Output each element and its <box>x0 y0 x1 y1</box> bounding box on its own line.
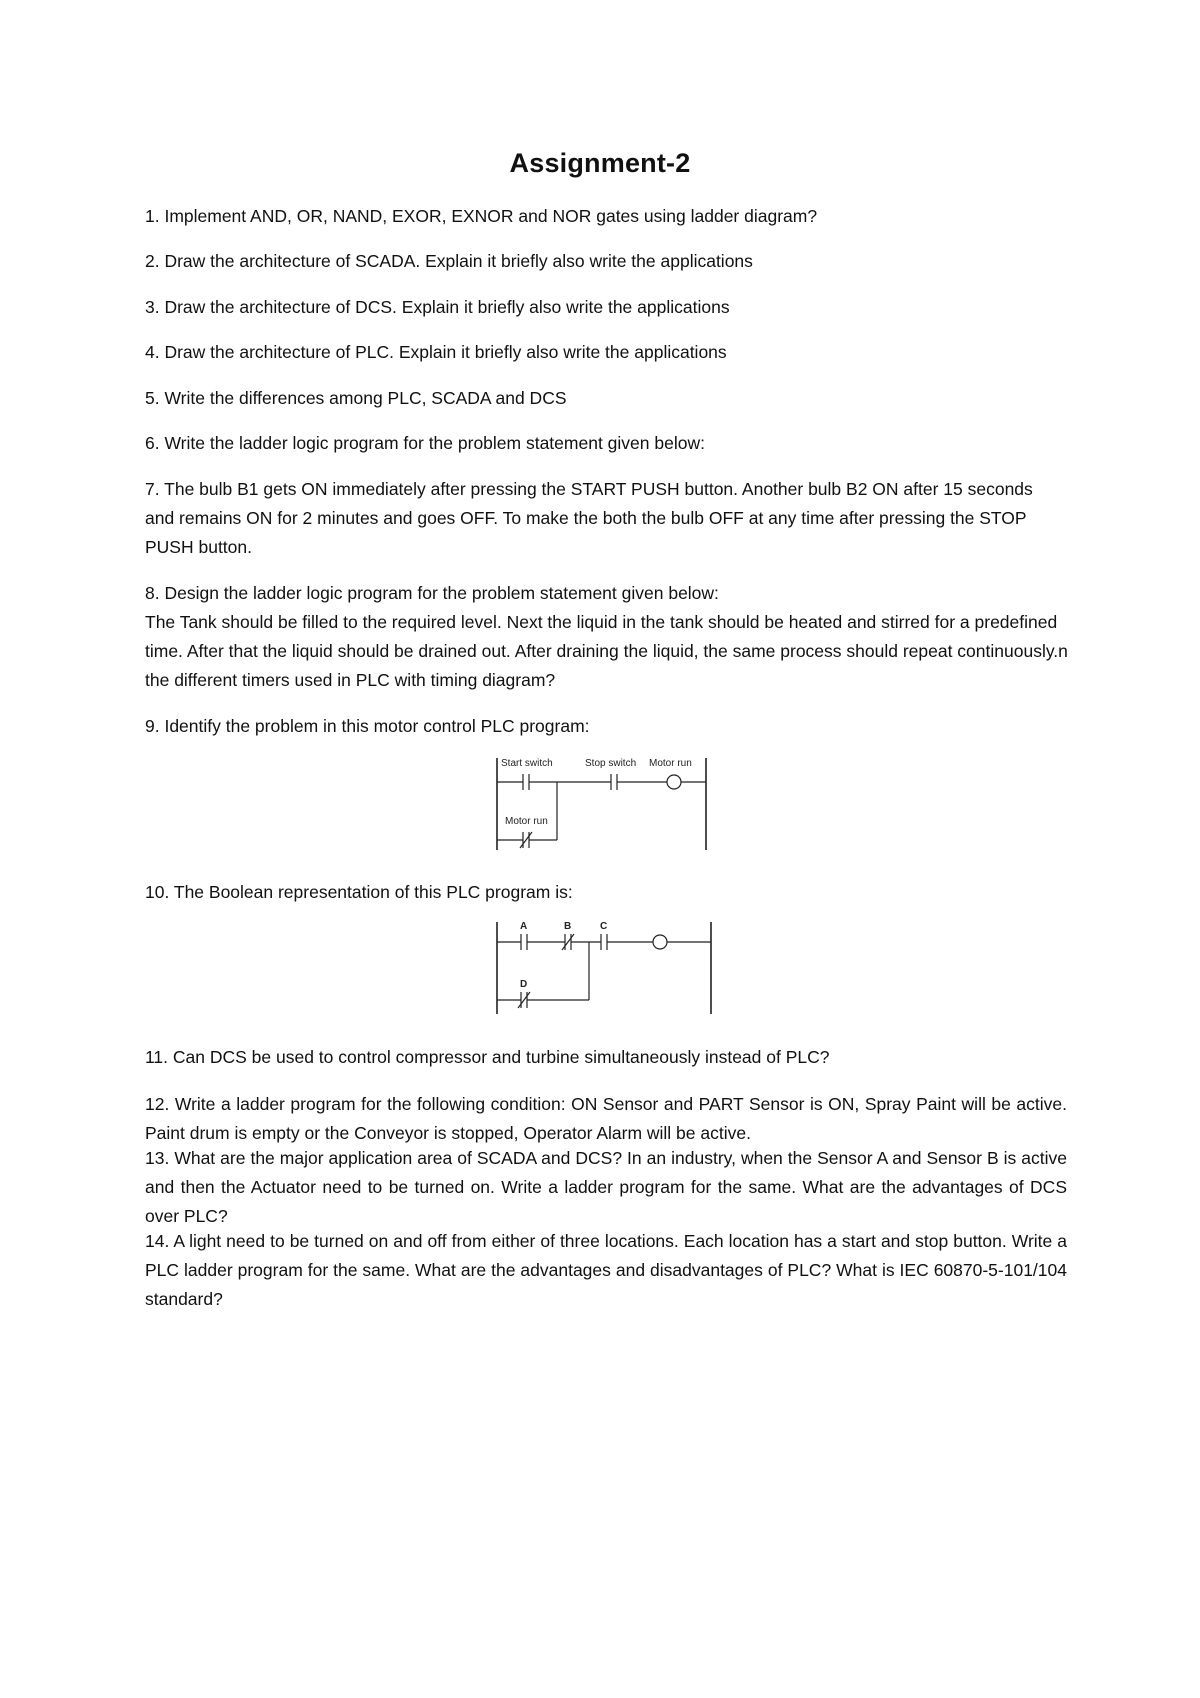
motor-control-ladder-diagram <box>493 752 733 852</box>
page-title: Assignment-2 <box>509 148 691 178</box>
question-3: 3. Draw the architecture of DCS. Explain it briefly also write the applications <box>145 297 730 317</box>
label-b: B <box>564 921 572 932</box>
question-13: 13. What are the major application area of SCADA and DCS? In an industry, when the Sensor A and Sensor B is active and then the Actuator need to be turned on. Write a ladder program for the same. What are the advantages of DCS over PLC? <box>145 1148 1067 1226</box>
question-10: 10. The Boolean representation of this PLC program is: <box>145 882 573 902</box>
stop-switch-label: Stop switch <box>585 758 637 769</box>
question-1: 1. Implement AND, OR, NAND, EXOR, EXNOR and NOR gates using ladder diagram? <box>145 206 818 226</box>
label-a: A <box>520 921 528 932</box>
question-11: 11. Can DCS be used to control compressor and turbine simultaneously instead of PLC? <box>145 1047 830 1067</box>
question-12: 12. Write a ladder program for the following condition: ON Sensor and PART Sensor is ON, Spray Paint will be active. Paint drum is empty or the Conveyor is stopped, Operator Alarm will be active. <box>145 1094 1067 1143</box>
start-switch-label: Start switch <box>501 758 553 769</box>
output-coil <box>653 935 667 949</box>
question-8-heading: 8. Design the ladder logic program for the problem statement given below: <box>145 583 719 603</box>
boolean-ladder-diagram <box>493 918 733 1016</box>
motor-run-coil-label: Motor run <box>649 758 692 769</box>
label-d: D <box>520 979 528 990</box>
label-c: C <box>600 921 608 932</box>
question-9: 9. Identify the problem in this motor control PLC program: <box>145 716 590 736</box>
question-2: 2. Draw the architecture of SCADA. Explain it briefly also write the applications <box>145 251 753 271</box>
motor-run-contact-label: Motor run <box>505 816 548 827</box>
question-4: 4. Draw the architecture of PLC. Explain it briefly also write the applications <box>145 342 727 362</box>
question-8-body: The Tank should be filled to the required level. Next the liquid in the tank should be heated and stirred for a predefined time. After that the liquid should be drained out. After draining the liquid, the same process should repeat continuously.n the different timers used in PLC with timing diagram? <box>145 612 1068 690</box>
motor-run-coil <box>667 775 681 789</box>
question-5: 5. Write the differences among PLC, SCADA and DCS <box>145 388 567 408</box>
question-6: 6. Write the ladder logic program for the problem statement given below: <box>145 433 705 453</box>
question-7: 7. The bulb B1 gets ON immediately after pressing the START PUSH button. Another bulb B2 ON after 15 seconds and remains ON for 2 minutes and goes OFF. To make the both the bulb OFF at any time after pressing the STOP PUSH button. <box>145 479 1033 557</box>
question-14: 14. A light need to be turned on and off from either of three locations. Each location has a start and stop button. Write a PLC ladder program for the same. What are the advantages and disadvantages of PLC? What is IEC 60870-5-101/104 standard? <box>145 1231 1067 1309</box>
